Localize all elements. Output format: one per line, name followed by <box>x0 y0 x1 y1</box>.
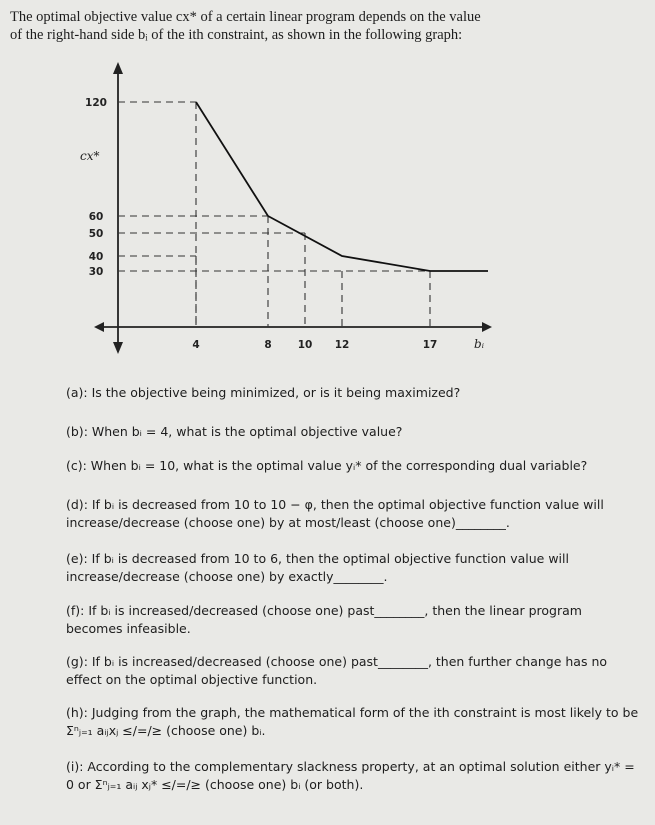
question-b <box>66 423 641 441</box>
y-tick-label: 30 <box>88 266 104 278</box>
intro-line-1: The optimal objective value cx* of a certain linear program depends on the value <box>10 9 481 25</box>
y-tick-label: 120 <box>85 97 107 109</box>
question-e-line-2: increase/decrease (choose one) by exactly________. <box>66 569 388 584</box>
question-i <box>66 758 641 794</box>
x-tick-label: 17 <box>422 339 438 351</box>
question-d-line-1: (d): If bᵢ is decreased from 10 to 10 − φ, then the optimal objective function value will <box>66 497 604 512</box>
question-a <box>66 384 641 402</box>
x-tick-label: 12 <box>334 339 350 351</box>
y-tick-label: 40 <box>88 251 104 263</box>
question-g-line-1: (g): If bᵢ is increased/decreased (choose one) past________, then further change has no <box>66 654 608 669</box>
question-i-line-1: (i): According to the complementary slackness property, at an optimal solution either yᵢ* = <box>66 759 635 774</box>
question-c <box>66 457 641 475</box>
cx-curve <box>196 102 488 271</box>
question-a-line-1: (a): Is the objective being minimized, or is it being maximized? <box>66 385 461 400</box>
y-axis-arrow-up <box>113 62 123 74</box>
y-tick-labels <box>85 97 107 278</box>
y-tick-label: 60 <box>88 211 104 223</box>
x-axis-arrow-right <box>482 322 492 332</box>
question-i-line-2: 0 or Σⁿⱼ₌₁ aᵢⱼ xⱼ* ≤/=/≥ (choose one) bᵢ (or both). <box>66 777 364 792</box>
question-e-line-1: (e): If bᵢ is decreased from 10 to 6, then the optimal objective function value will <box>66 551 569 566</box>
question-b-line-1: (b): When bᵢ = 4, what is the optimal objective value? <box>66 424 403 439</box>
question-d-line-2: increase/decrease (choose one) by at most/least (choose one)________. <box>66 515 510 530</box>
y-tick-label: 50 <box>88 228 104 240</box>
question-h-line-2: Σⁿⱼ₌₁ aᵢⱼxⱼ ≤/=/≥ (choose one) bᵢ. <box>66 723 266 738</box>
question-g <box>66 653 641 689</box>
problem-intro <box>10 8 640 44</box>
question-h <box>66 704 641 740</box>
question-f-line-1: (f): If bᵢ is increased/decreased (choose one) past________, then the linear program <box>66 603 582 618</box>
question-d <box>66 496 641 532</box>
question-g-line-2: effect on the optimal objective function. <box>66 672 318 687</box>
question-f <box>66 602 641 638</box>
y-axis-label: cx* <box>80 149 100 163</box>
guide-lines <box>118 102 430 327</box>
x-tick-label: 10 <box>297 339 313 351</box>
x-axis-label: bᵢ <box>474 337 485 351</box>
cx-vs-bi-chart <box>0 60 655 360</box>
question-e <box>66 550 641 586</box>
x-tick-label: 8 <box>264 339 272 351</box>
question-c-line-1: (c): When bᵢ = 10, what is the optimal value yᵢ* of the corresponding dual variable? <box>66 458 588 473</box>
question-f-line-2: becomes infeasible. <box>66 621 191 636</box>
question-h-line-1: (h): Judging from the graph, the mathematical form of the ith constraint is most likely to be <box>66 705 639 720</box>
x-tick-labels <box>192 339 437 351</box>
x-axis-arrow-left <box>94 322 104 332</box>
x-tick-label: 4 <box>192 339 200 351</box>
y-axis-arrow-down <box>113 342 123 354</box>
intro-line-2: of the right-hand side bᵢ of the ith constraint, as shown in the following graph: <box>10 27 463 43</box>
